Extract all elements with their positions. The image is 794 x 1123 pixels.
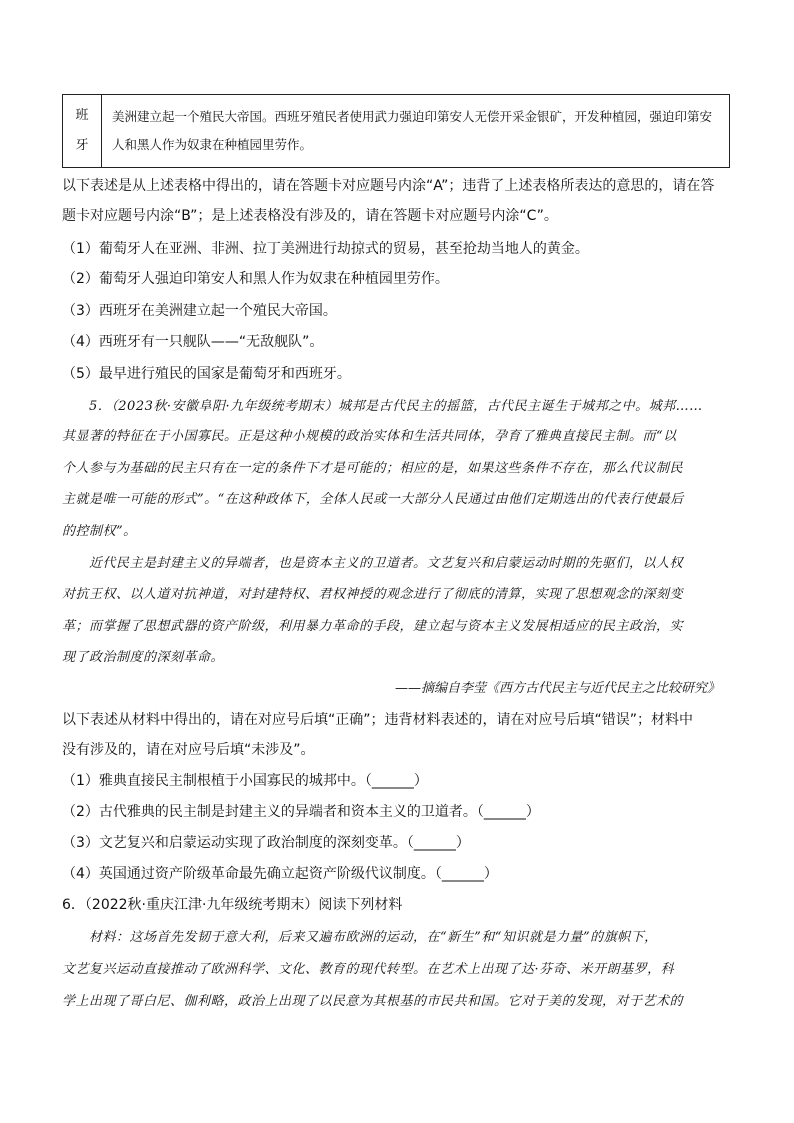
q5-material-line: 其显著的特征在于小国寡民。正是这种小规模的政治实体和生活共同体，孕育了雅典直接民主制。而“以: [62, 429, 677, 444]
q4-instruction-line: 题卡对应题号内涂“B”；是上述表格没有涉及的，请在答题卡对应题号内涂“C”。: [62, 208, 558, 224]
q5-material-line: 个人参与为基础的民主只有在一定的条件下才是可能的；相应的是，如果这些条件不存在，那么代议制民: [62, 461, 684, 476]
q4-item: （5）最早进行殖民的国家是葡萄牙和西班牙。: [62, 366, 351, 382]
q4-item: （2）葡萄牙人强迫印第安人和黑人作为奴隶在种植园里劳作。: [62, 271, 449, 287]
q5-material-line: 5．（2023秋·安徽阜阳·九年级统考期末）城邦是古代民主的摇篮，古代民主诞生于城邦之中。城邦……: [89, 399, 703, 414]
table-row: [63, 95, 730, 168]
q6-material-line: 学上出现了哥白尼、伽利略，政治上出现了以民意为其根基的市民共和国。它对于美的发现，对于艺术的: [62, 994, 684, 1009]
q4-item: （3）西班牙在美洲建立起一个殖民大帝国。: [62, 303, 337, 319]
q5-material-line: 革；而掌握了思想武器的资产阶级，利用暴力革命的手段，建立起与资本主义发展相适应的民主政治，实: [62, 619, 684, 634]
q6-heading: 6．（2022秋·重庆江津·九年级统考期末）阅读下列材料: [62, 897, 403, 913]
q4-item: （4）西班牙有一只舰队——“无敌舰队”。: [62, 334, 324, 350]
q5-source: ——摘编自李莹《西方古代民主与近代民主之比较研究》: [394, 681, 720, 696]
q5-material-line: 现了政治制度的深刻革命。: [62, 650, 225, 665]
q5-material-line: 主就是唯一可能的形式”。“在这种政体下，全体人民或一大部分人民通过由他们定期选出的代表行使最后: [62, 492, 684, 507]
q5-material-line: 近代民主是封建主义的异端者，也是资本主义的卫道者。文艺复兴和启蒙运动时期的先驱们，以人权: [89, 556, 684, 571]
q6-material-line: 材料：这场首先发韧于意大利，后来又遍布欧洲的运动，在“新生”和“知识就是力量”的旗帜下，: [89, 930, 658, 945]
q5-material-line: 的控制权”。: [62, 524, 137, 539]
q5-item: （2）古代雅典的民主制是封建主义的异端者和资本主义的卫道者。（______）: [62, 804, 540, 820]
q6-material-line: 文艺复兴运动直接推动了欧洲科学、文化、教育的现代转型。在艺术上出现了达·芬奇、米开朗基罗，科: [62, 962, 675, 977]
q4-instruction-line: 以下表述是从上述表格中得出的，请在答题卡对应题号内涂“A”；违背了上述表格所表达的意思的，请在答: [62, 178, 715, 194]
table-row-text: 美洲建立起一个殖民大帝国。西班牙殖民者使用武力强迫印第安人无偿开采金银矿，开发种植园，强迫印第安人和黑人作为奴隶在种植园里劳作。: [102, 95, 730, 168]
q5-item: （4）英国通过资产阶级革命最先确立起资产阶级代议制度。（______）: [62, 866, 498, 882]
q5-item: （1）雅典直接民主制根植于小国寡民的城邦中。（______）: [62, 773, 428, 789]
q4-item: （1）葡萄牙人在亚洲、非洲、拉丁美洲进行劫掠式的贸易，甚至抢劫当地人的黄金。: [62, 241, 589, 257]
q5-item: （3）文艺复兴和启蒙运动实现了政治制度的深刻变革。（______）: [62, 835, 470, 851]
q5-material-line: 对抗王权、以人道对抗神道，对封建特权、君权神授的观念进行了彻底的清算，实现了思想观念的深刻变: [62, 587, 684, 602]
q5-instruction-line: 没有涉及的，请在对应号后填“未涉及”。: [62, 742, 315, 758]
table-row-key: 班 牙: [63, 95, 102, 168]
q5-instruction-line: 以下表述从材料中得出的，请在对应号后填“正确”；违背材料表述的，请在对应号后填“错误”；材料中: [62, 712, 694, 728]
info-table: [62, 94, 730, 168]
